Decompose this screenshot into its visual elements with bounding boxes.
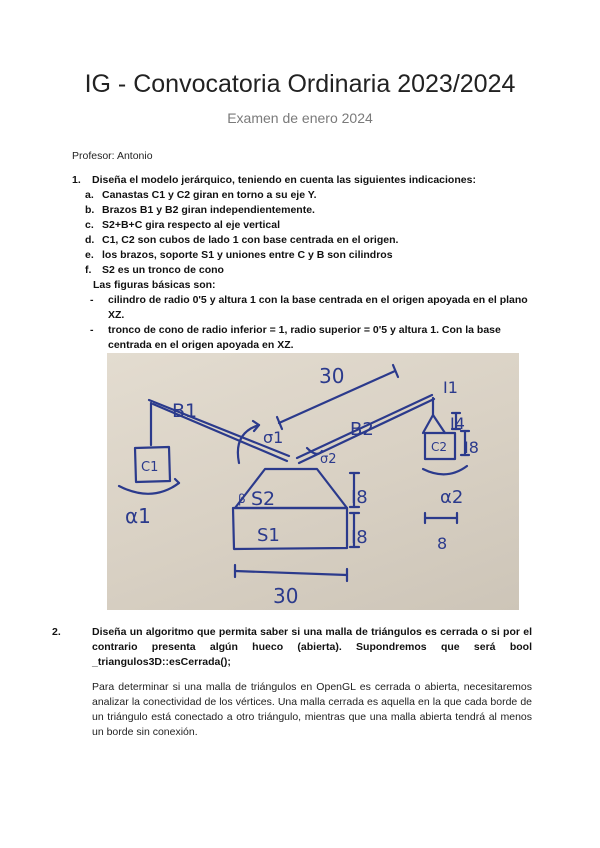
label-s2: S2 [251,488,276,510]
document-title: IG - Convocatoria Ordinaria 2023/2024 [84,70,516,98]
label-h8c: I8 [464,438,479,457]
label-bottom-30: 30 [273,584,299,608]
label-alpha1: α1 [125,504,151,528]
list-item [72,203,542,218]
label-b1: B1 [172,400,198,422]
basic-figures-list [72,293,542,353]
label-alpha2: α2 [440,487,464,508]
label-c1: C1 [141,460,159,475]
question-2-heading [52,625,532,670]
question-2 [52,625,532,670]
item-label: a. [85,189,94,201]
label-beta: β [238,492,246,506]
list-item [72,263,542,278]
dim-bottom-30 [235,571,347,575]
bullet-dash: - [90,294,94,306]
item-text: S2+B+C gira respecto al eje vertical [102,219,281,231]
hand-drawn-sketch [107,353,519,610]
sketch-drawing [107,353,519,610]
item-label: b. [85,204,95,216]
question-1 [72,173,542,353]
alpha2-arc [423,466,467,474]
label-w8: 8 [437,534,448,553]
list-item [72,218,542,233]
item-text: S2 es un tronco de cono [102,264,224,276]
item-text: Canastas C1 y C2 giran en torno a su eje Y. [102,189,317,201]
item-label: e. [85,249,94,261]
question-1-heading [72,173,542,188]
list-item [72,323,542,353]
label-h8b: I8 [351,527,368,548]
question-1-text: Diseña el modelo jerárquico, teniendo en cuenta las siguientes indicaciones: [92,174,476,186]
bullet-text: cilindro de radio 0'5 y altura 1 con la base centrada en el origen apoyada en el plano XZ. [108,294,528,321]
question-2-answer: Para determinar si una malla de triángulos en OpenGL es cerrada o abierta, necesitaremos analizar la conectividad de los vértices. Una malla cerrada es aquella en la que cada borde de un triángulo está conectado a otro triángulo, mientras que una malla abierta tendrá al menos un borde sin conexión. [92,681,532,738]
list-item [72,293,542,323]
list-item [72,233,542,248]
label-b2: B2 [350,419,374,440]
label-h4: I4 [450,414,465,433]
label-top-30: 30 [319,364,345,388]
bullet-text: tronco de cono de radio inferior = 1, radio superior = 0'5 y altura 1. Con la base centrada en el origen apoyada en XZ. [108,324,501,351]
question-2-text: Diseña un algoritmo que permita saber si una malla de triángulos es cerrada o si por el contrario presenta algún hueco (abierta). Supondremos que será bool _triangulos3D::esCerrada(); [92,626,532,668]
label-s1: S1 [257,525,280,546]
bullet-dash: - [90,324,94,336]
question-1-items [72,188,542,278]
alpha1-arc [119,483,179,494]
label-i1: I1 [443,378,458,397]
list-item [72,248,542,263]
item-text: los brazos, soporte S1 y uniones entre C y B son cilindros [102,249,393,261]
list-item [72,188,542,203]
base-s1 [233,508,347,549]
label-sigma1: σ1 [263,428,284,447]
item-label: d. [85,234,95,246]
professor-line: Profesor: Antonio [72,150,153,162]
label-h8a: I8 [351,487,368,508]
document-subtitle: Examen de enero 2024 [227,110,373,126]
item-text: C1, C2 son cubos de lado 1 con base centrada en el origen. [102,234,399,246]
question-1-number: 1. [72,174,81,186]
question-2-number: 2. [52,626,61,638]
label-c2: C2 [431,440,448,454]
item-label: c. [85,219,94,231]
item-text: Brazos B1 y B2 giran independientemente. [102,204,315,216]
label-sigma2: σ2 [320,452,337,467]
basic-figures-title: Las figuras básicas son: [93,279,216,291]
item-label: f. [85,264,92,276]
